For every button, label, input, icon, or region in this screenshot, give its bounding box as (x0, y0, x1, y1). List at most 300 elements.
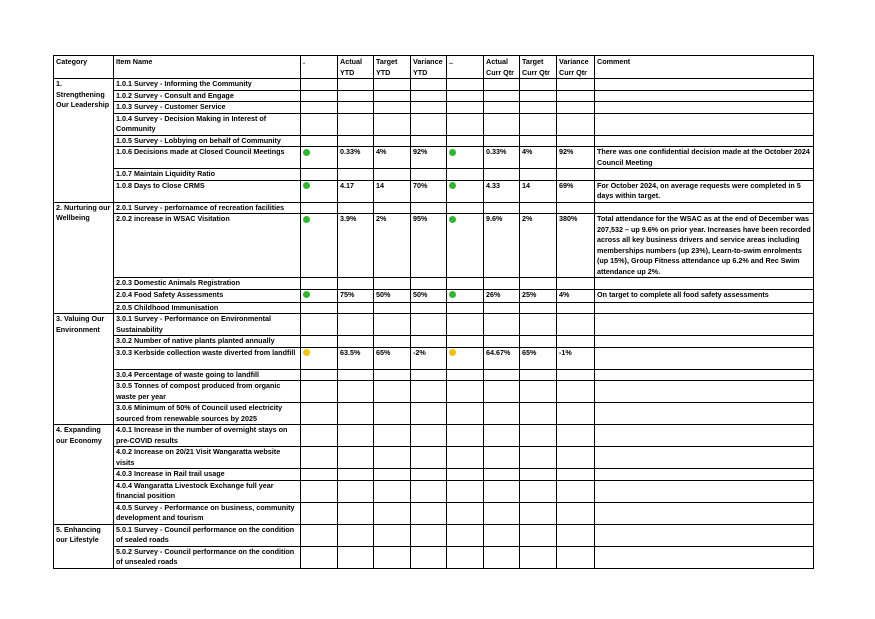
target-ytd-cell: 14 (374, 180, 411, 202)
status-qtr-cell (447, 180, 484, 202)
comment-cell: For October 2024, on average requests were completed in 5 days within target. (595, 180, 814, 202)
comment-cell (595, 369, 814, 381)
item-name-cell: 3.0.1 Survey - Performance on Environmental Sustainability (114, 314, 301, 336)
target-qtr-cell (520, 113, 557, 135)
table-row (54, 90, 814, 102)
actual-ytd-cell (338, 90, 374, 102)
actual-ytd-cell (338, 336, 374, 348)
status-dot-amber-icon (449, 349, 456, 356)
status-qtr-cell (447, 425, 484, 447)
variance-ytd-cell (411, 403, 447, 425)
actual-qtr-cell: 9.6% (484, 214, 520, 278)
comment-cell (595, 113, 814, 135)
status-qtr-cell (447, 347, 484, 369)
status-dot-amber-icon (303, 349, 310, 356)
status-dot-green-icon (449, 182, 456, 189)
variance-ytd-cell (411, 447, 447, 469)
item-name-cell: 1.0.8 Days to Close CRMS (114, 180, 301, 202)
actual-ytd-cell: 75% (338, 289, 374, 302)
variance-ytd-cell (411, 381, 447, 403)
target-ytd-cell (374, 90, 411, 102)
target-ytd-cell: 65% (374, 347, 411, 369)
status-qtr-cell (447, 202, 484, 214)
status-qtr-cell (447, 447, 484, 469)
status-ytd-cell (301, 202, 338, 214)
item-name-cell: 1.0.6 Decisions made at Closed Council Meetings (114, 147, 301, 169)
status-ytd-cell (301, 524, 338, 546)
item-name-cell: 4.0.3 Increase in Rail trail usage (114, 469, 301, 481)
variance-ytd-cell (411, 79, 447, 91)
target-qtr-cell (520, 480, 557, 502)
status-ytd-cell (301, 90, 338, 102)
table-row (54, 113, 814, 135)
target-ytd-cell (374, 202, 411, 214)
comment-cell (595, 314, 814, 336)
comment-cell (595, 79, 814, 91)
target-qtr-cell (520, 90, 557, 102)
target-ytd-cell: 50% (374, 289, 411, 302)
variance-ytd-cell (411, 314, 447, 336)
variance-qtr-cell (557, 135, 595, 147)
actual-qtr-cell: 4.33 (484, 180, 520, 202)
header-variance-ytd: Variance YTD (411, 56, 447, 79)
target-ytd-cell (374, 480, 411, 502)
variance-qtr-cell: 4% (557, 289, 595, 302)
variance-qtr-cell (557, 403, 595, 425)
variance-qtr-cell (557, 314, 595, 336)
status-qtr-cell (447, 147, 484, 169)
item-name-cell: 5.0.2 Survey - Council performance on the condition of unsealed roads (114, 546, 301, 568)
status-ytd-cell (301, 147, 338, 169)
variance-ytd-cell: 70% (411, 180, 447, 202)
variance-ytd-cell (411, 546, 447, 568)
item-name-cell: 1.0.3 Survey - Customer Service (114, 102, 301, 114)
item-name-cell: 3.0.5 Tonnes of compost produced from organic waste per year (114, 381, 301, 403)
variance-ytd-cell (411, 502, 447, 524)
target-qtr-cell (520, 314, 557, 336)
target-ytd-cell (374, 381, 411, 403)
comment-cell (595, 336, 814, 348)
variance-ytd-cell (411, 169, 447, 181)
table-row (54, 180, 814, 202)
actual-qtr-cell (484, 546, 520, 568)
actual-qtr-cell (484, 336, 520, 348)
actual-ytd-cell (338, 447, 374, 469)
target-ytd-cell (374, 502, 411, 524)
target-qtr-cell (520, 79, 557, 91)
target-ytd-cell (374, 79, 411, 91)
table-row (54, 135, 814, 147)
actual-ytd-cell (338, 369, 374, 381)
target-qtr-cell (520, 524, 557, 546)
actual-qtr-cell (484, 502, 520, 524)
target-ytd-cell (374, 425, 411, 447)
variance-ytd-cell (411, 336, 447, 348)
comment-cell (595, 278, 814, 290)
item-name-cell: 3.0.4 Percentage of waste going to landfill (114, 369, 301, 381)
actual-ytd-cell (338, 79, 374, 91)
target-qtr-cell (520, 403, 557, 425)
actual-ytd-cell (338, 403, 374, 425)
item-name-cell: 4.0.2 Increase on 20/21 Visit Wangaratta website visits (114, 447, 301, 469)
status-qtr-cell (447, 381, 484, 403)
actual-qtr-cell (484, 369, 520, 381)
header-comment: Comment (595, 56, 814, 79)
item-name-cell: 3.0.3 Kerbside collection waste diverted from landfill (114, 347, 301, 369)
item-name-cell: 3.0.6 Minimum of 50% of Council used electricity sourced from renewable sources by 2025 (114, 403, 301, 425)
status-qtr-cell (447, 502, 484, 524)
target-qtr-cell (520, 336, 557, 348)
comment-cell (595, 447, 814, 469)
variance-ytd-cell: -2% (411, 347, 447, 369)
variance-ytd-cell (411, 524, 447, 546)
actual-ytd-cell (338, 314, 374, 336)
table-row (54, 447, 814, 469)
target-ytd-cell (374, 169, 411, 181)
item-name-cell: 1.0.7 Maintain Liquidity Ratio (114, 169, 301, 181)
status-qtr-cell (447, 302, 484, 314)
table-row (54, 314, 814, 336)
status-ytd-cell (301, 336, 338, 348)
status-qtr-cell (447, 403, 484, 425)
variance-qtr-cell (557, 480, 595, 502)
variance-qtr-cell (557, 79, 595, 91)
comment-cell (595, 524, 814, 546)
target-ytd-cell (374, 403, 411, 425)
item-name-cell: 2.0.3 Domestic Animals Registration (114, 278, 301, 290)
status-qtr-cell (447, 90, 484, 102)
item-name-cell: 1.0.4 Survey - Decision Making in Interest of Community (114, 113, 301, 135)
status-ytd-cell (301, 79, 338, 91)
variance-qtr-cell: -1% (557, 347, 595, 369)
item-name-cell: 1.0.1 Survey - Informing the Community (114, 79, 301, 91)
status-qtr-cell (447, 214, 484, 278)
table-row (54, 147, 814, 169)
variance-ytd-cell: 50% (411, 289, 447, 302)
status-qtr-cell (447, 113, 484, 135)
status-qtr-cell (447, 79, 484, 91)
actual-ytd-cell (338, 480, 374, 502)
table-row (54, 278, 814, 290)
target-qtr-cell (520, 502, 557, 524)
variance-qtr-cell (557, 369, 595, 381)
status-ytd-cell (301, 480, 338, 502)
variance-ytd-cell (411, 302, 447, 314)
variance-qtr-cell: 92% (557, 147, 595, 169)
actual-ytd-cell: 63.5% (338, 347, 374, 369)
variance-qtr-cell (557, 381, 595, 403)
item-name-cell: 1.0.2 Survey - Consult and Engage (114, 90, 301, 102)
item-name-cell: 5.0.1 Survey - Council performance on the condition of sealed roads (114, 524, 301, 546)
actual-qtr-cell (484, 524, 520, 546)
status-ytd-cell (301, 502, 338, 524)
status-qtr-cell (447, 369, 484, 381)
comment-cell (595, 347, 814, 369)
target-ytd-cell (374, 546, 411, 568)
comment-cell (595, 90, 814, 102)
header-status-qtr: .. (447, 56, 484, 79)
status-ytd-cell (301, 314, 338, 336)
actual-qtr-cell (484, 102, 520, 114)
table-row (54, 102, 814, 114)
table-row (54, 369, 814, 381)
table-row (54, 202, 814, 214)
status-dot-green-icon (449, 291, 456, 298)
actual-qtr-cell (484, 278, 520, 290)
header-actual-ytd: Actual YTD (338, 56, 374, 79)
variance-qtr-cell (557, 113, 595, 135)
item-name-cell: 2.0.2 increase in WSAC Visitation (114, 214, 301, 278)
target-qtr-cell (520, 135, 557, 147)
actual-ytd-cell (338, 113, 374, 135)
item-name-cell: 4.0.1 Increase in the number of overnight stays on pre-COVID results (114, 425, 301, 447)
item-name-cell: 4.0.5 Survey - Performance on business, community development and tourism (114, 502, 301, 524)
variance-qtr-cell (557, 425, 595, 447)
actual-ytd-cell (338, 425, 374, 447)
header-item-name: Item Name (114, 56, 301, 79)
table-row (54, 524, 814, 546)
comment-cell (595, 403, 814, 425)
actual-ytd-cell (338, 381, 374, 403)
actual-ytd-cell (338, 278, 374, 290)
variance-qtr-cell (557, 502, 595, 524)
variance-ytd-cell (411, 469, 447, 481)
status-qtr-cell (447, 289, 484, 302)
actual-qtr-cell (484, 302, 520, 314)
status-ytd-cell (301, 447, 338, 469)
target-qtr-cell: 4% (520, 147, 557, 169)
target-qtr-cell (520, 546, 557, 568)
comment-cell (595, 169, 814, 181)
target-qtr-cell (520, 302, 557, 314)
actual-ytd-cell (338, 135, 374, 147)
target-ytd-cell (374, 469, 411, 481)
comment-cell: On target to complete all food safety assessments (595, 289, 814, 302)
table-row (54, 469, 814, 481)
target-ytd-cell (374, 447, 411, 469)
target-ytd-cell (374, 302, 411, 314)
target-qtr-cell (520, 447, 557, 469)
table-row (54, 480, 814, 502)
actual-qtr-cell (484, 469, 520, 481)
table-row (54, 289, 814, 302)
status-dot-green-icon (303, 149, 310, 156)
variance-ytd-cell (411, 480, 447, 502)
variance-ytd-cell (411, 113, 447, 135)
target-ytd-cell (374, 113, 411, 135)
target-qtr-cell (520, 425, 557, 447)
item-name-cell: 4.0.4 Wangaratta Livestock Exchange full year financial position (114, 480, 301, 502)
variance-qtr-cell: 69% (557, 180, 595, 202)
table-header-row (54, 56, 814, 79)
variance-qtr-cell (557, 546, 595, 568)
performance-report-table (53, 55, 814, 569)
category-cell: 3. Valuing Our Environment (54, 314, 114, 425)
target-ytd-cell (374, 369, 411, 381)
comment-cell (595, 202, 814, 214)
comment-cell (595, 102, 814, 114)
variance-qtr-cell (557, 169, 595, 181)
target-ytd-cell (374, 524, 411, 546)
variance-qtr-cell (557, 102, 595, 114)
variance-qtr-cell (557, 90, 595, 102)
variance-ytd-cell (411, 369, 447, 381)
target-ytd-cell (374, 135, 411, 147)
status-ytd-cell (301, 347, 338, 369)
category-cell: 2. Nurturing our Wellbeing (54, 202, 114, 314)
actual-qtr-cell (484, 314, 520, 336)
table-row (54, 403, 814, 425)
variance-qtr-cell (557, 524, 595, 546)
table-row (54, 336, 814, 348)
variance-ytd-cell (411, 90, 447, 102)
status-qtr-cell (447, 135, 484, 147)
header-category: Category (54, 56, 114, 79)
actual-qtr-cell (484, 425, 520, 447)
comment-cell: Total attendance for the WSAC as at the end of December was 207,532 – up 9.6% on prior year. Increases have been recorded across all key business drivers and service areas including memberships numbers (up 23%), Learn-to-swim enrolments (up 15%), Group Fitness attendance up 6.2% and Rec Swim attendance up 2%. (595, 214, 814, 278)
variance-ytd-cell: 92% (411, 147, 447, 169)
actual-ytd-cell (338, 469, 374, 481)
status-ytd-cell (301, 180, 338, 202)
variance-ytd-cell (411, 425, 447, 447)
actual-qtr-cell (484, 135, 520, 147)
actual-qtr-cell: 26% (484, 289, 520, 302)
actual-qtr-cell (484, 202, 520, 214)
variance-ytd-cell (411, 102, 447, 114)
status-ytd-cell (301, 403, 338, 425)
table-row (54, 169, 814, 181)
actual-qtr-cell (484, 447, 520, 469)
comment-cell (595, 381, 814, 403)
variance-qtr-cell (557, 202, 595, 214)
target-ytd-cell (374, 314, 411, 336)
actual-ytd-cell (338, 546, 374, 568)
comment-cell (595, 546, 814, 568)
status-dot-green-icon (303, 182, 310, 189)
actual-qtr-cell (484, 381, 520, 403)
target-qtr-cell (520, 381, 557, 403)
status-dot-green-icon (303, 216, 310, 223)
actual-ytd-cell (338, 102, 374, 114)
category-cell: 4. Expanding our Economy (54, 425, 114, 525)
variance-qtr-cell (557, 469, 595, 481)
status-dot-green-icon (303, 291, 310, 298)
table-row (54, 425, 814, 447)
header-actual-qtr: Actual Curr Qtr (484, 56, 520, 79)
comment-cell: There was one confidential decision made at the October 2024 Council Meeting (595, 147, 814, 169)
comment-cell (595, 480, 814, 502)
comment-cell (595, 302, 814, 314)
actual-ytd-cell (338, 202, 374, 214)
target-qtr-cell (520, 469, 557, 481)
table-row (54, 546, 814, 568)
actual-ytd-cell: 0.33% (338, 147, 374, 169)
status-ytd-cell (301, 469, 338, 481)
status-ytd-cell (301, 425, 338, 447)
target-qtr-cell (520, 169, 557, 181)
target-ytd-cell (374, 336, 411, 348)
table-row (54, 502, 814, 524)
comment-cell (595, 135, 814, 147)
variance-qtr-cell (557, 336, 595, 348)
actual-qtr-cell (484, 480, 520, 502)
actual-ytd-cell (338, 524, 374, 546)
target-qtr-cell (520, 278, 557, 290)
target-qtr-cell: 25% (520, 289, 557, 302)
table-row (54, 381, 814, 403)
table-row (54, 347, 814, 369)
item-name-cell: 1.0.5 Survey - Lobbying on behalf of Community (114, 135, 301, 147)
actual-qtr-cell (484, 79, 520, 91)
target-ytd-cell: 2% (374, 214, 411, 278)
status-ytd-cell (301, 214, 338, 278)
actual-ytd-cell: 4.17 (338, 180, 374, 202)
target-ytd-cell (374, 102, 411, 114)
header-target-qtr: Target Curr Qtr (520, 56, 557, 79)
status-ytd-cell (301, 369, 338, 381)
status-qtr-cell (447, 169, 484, 181)
actual-qtr-cell (484, 169, 520, 181)
status-ytd-cell (301, 113, 338, 135)
table-body (54, 79, 814, 569)
comment-cell (595, 425, 814, 447)
status-dot-green-icon (449, 216, 456, 223)
comment-cell (595, 469, 814, 481)
status-qtr-cell (447, 480, 484, 502)
target-qtr-cell: 2% (520, 214, 557, 278)
target-qtr-cell: 65% (520, 347, 557, 369)
actual-qtr-cell (484, 113, 520, 135)
item-name-cell: 2.0.4 Food Safety Assessments (114, 289, 301, 302)
target-qtr-cell (520, 202, 557, 214)
status-qtr-cell (447, 278, 484, 290)
status-ytd-cell (301, 546, 338, 568)
variance-qtr-cell (557, 278, 595, 290)
variance-qtr-cell (557, 302, 595, 314)
target-qtr-cell: 14 (520, 180, 557, 202)
status-qtr-cell (447, 546, 484, 568)
variance-ytd-cell (411, 278, 447, 290)
status-ytd-cell (301, 381, 338, 403)
category-cell: 1. Strengthening Our Leadership (54, 79, 114, 203)
actual-ytd-cell (338, 502, 374, 524)
variance-qtr-cell: 380% (557, 214, 595, 278)
item-name-cell: 2.0.5 Childhood Immunisation (114, 302, 301, 314)
item-name-cell: 3.0.2 Number of native plants planted annually (114, 336, 301, 348)
target-qtr-cell (520, 102, 557, 114)
target-qtr-cell (520, 369, 557, 381)
category-cell: 5. Enhancing our Lifestyle (54, 524, 114, 568)
item-name-cell: 2.0.1 Survey - perfornamce of recreation facilities (114, 202, 301, 214)
status-qtr-cell (447, 336, 484, 348)
actual-qtr-cell: 64.67% (484, 347, 520, 369)
actual-qtr-cell (484, 90, 520, 102)
target-ytd-cell (374, 278, 411, 290)
status-qtr-cell (447, 469, 484, 481)
status-qtr-cell (447, 524, 484, 546)
status-ytd-cell (301, 135, 338, 147)
actual-qtr-cell: 0.33% (484, 147, 520, 169)
table-row (54, 302, 814, 314)
variance-ytd-cell (411, 202, 447, 214)
status-ytd-cell (301, 102, 338, 114)
header-target-ytd: Target YTD (374, 56, 411, 79)
table-row (54, 214, 814, 278)
status-dot-green-icon (449, 149, 456, 156)
status-ytd-cell (301, 169, 338, 181)
status-qtr-cell (447, 314, 484, 336)
status-ytd-cell (301, 289, 338, 302)
